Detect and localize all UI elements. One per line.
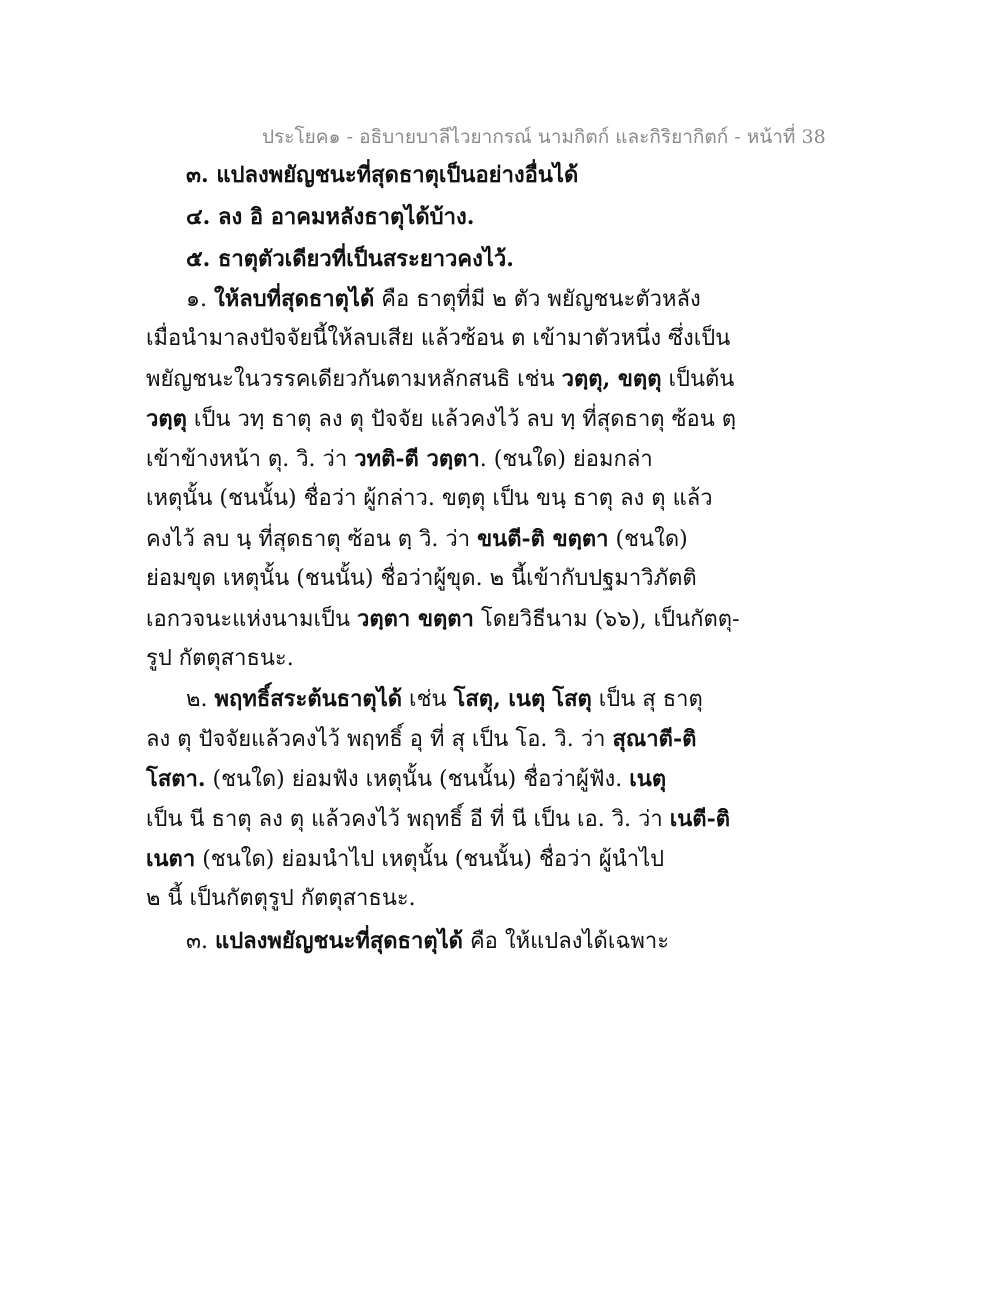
sec3-text: คือ ให้แปลงได้เฉพาะ [462,929,670,954]
sec1-text: คงไว้ ลบ นฺ ที่สุดธาตุ ซ้อน ตฺ วิ. ว่า [146,527,478,552]
sec1-line-2 [146,324,730,354]
sec2-term: เนตุ [629,766,667,792]
sec1-text: เหตุนั้น (ชนนั้น) ชื่อว่า ผู้กล่าว. ขตฺตุ เป็น ขนฺ ธาตุ ลง ตุ แล้ว [146,486,713,511]
sec2-term: โสตุ, เนตุ [453,686,546,712]
sec2-text: เป็น นี ธาตุ ลง ตุ แล้วคงไว้ พฤทธิ์ อี ที่ นี เป็น เอ. วิ. ว่า [146,807,670,832]
sec2-term: สุณาตี-ติ [612,726,697,752]
sec2-text: ๒ นี้ เป็นกัตตุรูป กัตตุสาธนะ. [146,886,416,911]
sec1-term: วทติ-ตี วตฺตา [354,446,480,472]
sec2-term: โสตา. [146,766,206,792]
sec2-text: เช่น [402,687,454,712]
sec2-text: เป็น สุ ธาตุ [591,687,703,712]
sec2-line-5 [146,844,664,875]
sec3-line-1 [186,926,669,957]
sec1-term: วตฺตุ [146,406,187,432]
sec3-heading: แปลงพยัญชนะที่สุดธาตุได้ [215,928,463,954]
sec1-line-5 [146,444,653,475]
rule-5 [186,244,514,275]
sec2-line-1 [186,684,703,715]
sec1-number: ๑. [186,287,214,312]
sec1-line-7 [146,524,688,555]
rule-4-text: ๔. ลง อิ อาคมหลังธาตุได้บ้าง. [186,204,475,230]
sec1-line-9 [146,604,740,635]
page-header: ประโยค๑ - อธิบายบาลีไวยากรณ์ นามกิตก์ และกิริยากิตก์ - หน้าที่ 38 [262,126,826,148]
sec1-term: ขนตี-ติ ขตฺตา [477,526,609,552]
sec2-text: ลง ตุ ปัจจัยแล้วคงไว้ พฤทธิ์ อุ ที่ สุ เป็น โอ. วิ. ว่า [146,727,613,752]
sec2-term: เนตี-ติ [669,806,731,832]
sec1-line-3 [146,364,734,395]
sec1-text: รูป กัตตุสาธนะ. [146,646,294,671]
sec2-line-4 [146,804,730,835]
sec2-number: ๒. [186,687,215,712]
sec1-text: เมื่อนำมาลงปัจจัยนี้ให้ลบเสีย แล้วซ้อน ต เข้ามาตัวหนึ่ง ซึ่งเป็น [146,326,731,351]
sec2-heading: พฤทธิ์สระต้นธาตุได้ [214,686,403,712]
sec1-line-8 [146,564,697,594]
sec2-text: (ชนใด) ย่อมฟัง เหตุนั้น (ชนนั้น) ชื่อว่าผู้ฟัง. [205,767,630,792]
sec3-number: ๓. [186,929,216,954]
sec1-text: คือ ธาตุที่มี ๒ ตัว พยัญชนะตัวหลัง [374,287,701,312]
sec1-line-4 [146,404,736,435]
sec1-text: โดยวิธีนาม (๖๖), เป็นกัตตุ- [473,607,740,632]
sec1-line-6 [146,484,713,514]
sec2-term: เนตา [146,846,196,872]
sec1-text: พยัญชนะในวรรคเดียวกันตามหลักสนธิ เช่น [146,367,562,392]
sec1-text: (ชนใด) [608,527,688,552]
sec2-text: (ชนใด) ย่อมนำไป เหตุนั้น (ชนนั้น) ชื่อว่า ผู้นำไป [195,847,665,872]
rule-4 [186,202,474,233]
sec1-text: . (ชนใด) ย่อมกล่า [479,447,653,472]
rule-5-text: ๕. ธาตุตัวเดียวที่เป็นสระยาวคงไว้. [186,246,514,272]
sec2-line-6 [146,884,416,914]
rule-3-text: ๓. แปลงพยัญชนะที่สุดธาตุเป็นอย่างอื่นได้ [186,162,579,188]
sec1-text: เป็น วทฺ ธาตุ ลง ตุ ปัจจัย แล้วคงไว้ ลบ ทฺ ที่สุดธาตุ ซ้อน ตฺ [186,407,737,432]
sec2-line-2 [146,724,696,755]
sec1-term: วตฺตา ขตฺตา [357,606,474,632]
sec1-line-10 [146,644,294,674]
sec1-line-1 [186,284,701,315]
sec1-text: เป็นต้น [661,367,735,392]
sec1-heading: ให้ลบที่สุดธาตุได้ [213,286,375,312]
sec1-term: วตฺตุ, ขตฺตุ [561,366,662,392]
rule-3 [186,160,578,191]
sec1-text: เอกวจนะแห่งนามเป็น [146,607,357,632]
sec1-text: ย่อมขุด เหตุนั้น (ชนนั้น) ชื่อว่าผู้ขุด. ๒ นี้เข้ากับปฐมาวิภัตติ [146,566,697,591]
sec1-text: เข้าข้างหน้า ตุ. วิ. ว่า [146,447,355,472]
sec2-line-3 [146,764,666,795]
sec2-term: โสตุ [552,686,592,712]
